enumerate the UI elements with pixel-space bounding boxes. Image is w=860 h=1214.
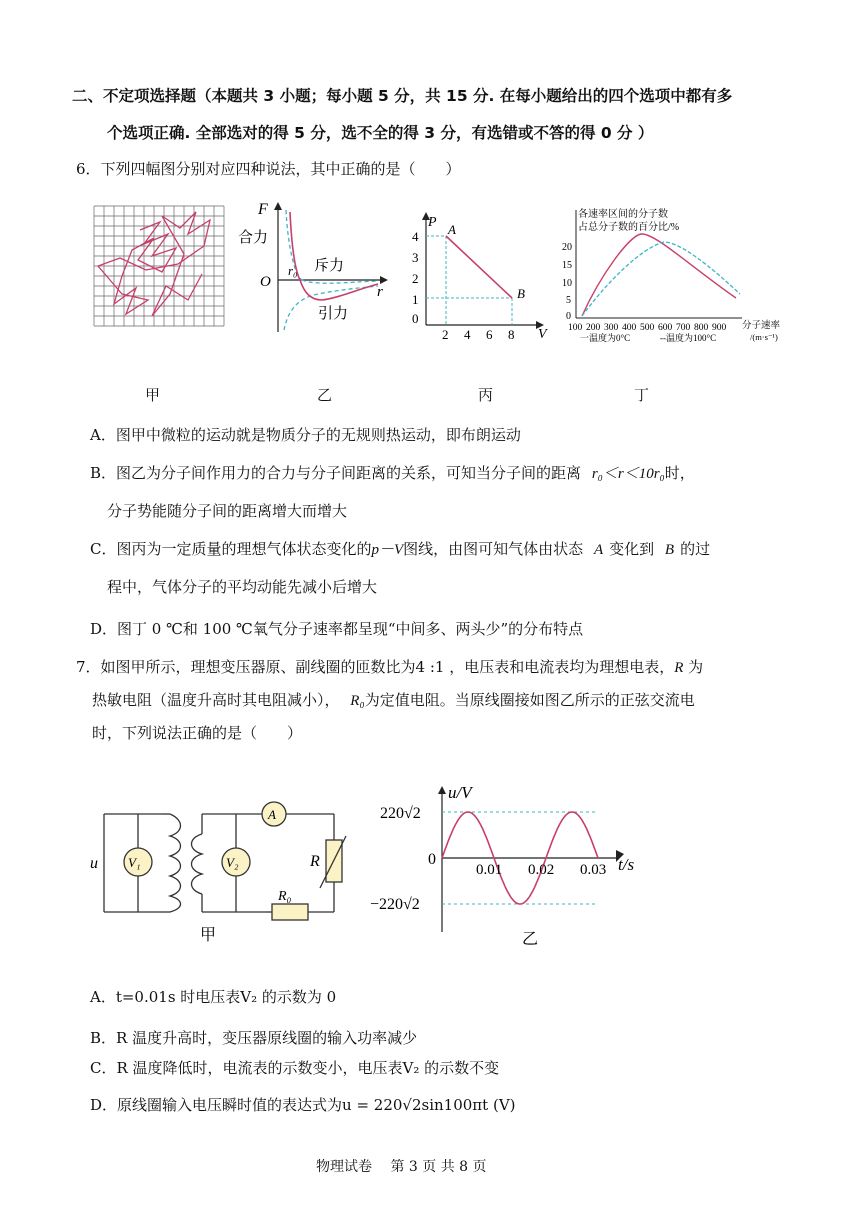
q6-option-c-text1: C．图丙为一定质量的理想气体状态变化的 [90,540,372,558]
section-heading-line1: 二、不定项选择题（本题共 3 小题；每小题 5 分，共 15 分. 在每小题给出的四个选项中都有多 [72,87,733,105]
fig-bing-xtick-6: 6 [486,327,493,340]
q6-stem: 6．下列四幅图分别对应四种说法，其中正确的是（ ） [76,160,461,178]
circuit-label-jia: 甲 [200,927,217,944]
fig-bing-ytick-2: 2 [412,271,419,286]
q7-option-a: A．t=0.01s 时电压表V₂ 的示数为 0 [90,988,337,1006]
fig-ding-xtick-800: 800 [694,323,709,333]
circuit-V2: V₂ [226,855,239,870]
q6-option-c-line2: 程中，气体分子的平均动能先减小后增大 [107,578,378,596]
q7-stem-line2 [92,689,695,710]
q6-option-b-end: 时， [664,464,695,482]
fig-bing-ytick-4: 4 [412,229,419,244]
sine-label-yi: 乙 [522,931,539,948]
fig-bing-xtick-8: 8 [508,327,515,340]
fig-ding-ytick-5: 5 [566,295,571,306]
q6-option-b-math: r₀＜r＜10r₀ [591,466,665,482]
q7-stem-R: R [674,660,684,676]
fig-label-ding: 丁 [634,386,650,404]
sine-xlabel: t/s [618,855,635,874]
q7-stem-text4: 为定值电阻。当原线圈接如图乙所示的正弦交流电 [364,691,695,709]
q6-option-b-line2: 分子势能随分子间的距离增大而增大 [107,502,348,520]
fig-bing-P: P [428,215,437,230]
circuit-R0: R₀ [278,889,292,904]
fig-bing-ytick-0: 0 [412,311,419,326]
sine-ymax: 220√2 [380,805,421,822]
q7-stem-text1: 7．如图甲所示，理想变压器原、副线圈的匝数比为4 :1 ，电压表和电流表均为理想电表， [76,658,675,676]
q6-figure-yi [238,200,388,336]
fig-bing-xtick-2: 2 [442,327,449,340]
fig-ding-xtick-200: 200 [586,323,601,333]
fig-label-bing: 丙 [478,386,494,404]
q6-figure-jia [92,204,232,328]
fig-ding-xtick-700: 700 [676,323,691,333]
q7-stem-text2: 为 [683,658,704,676]
circuit-ammeter: A [268,807,276,822]
sine-xtick-2: 0.02 [528,862,555,878]
fig-ding-xtick-900: 900 [712,323,727,333]
q7-option-c: C．R 温度降低时，电流表的示数变小，电压表V₂ 的示数不变 [90,1059,500,1077]
q7-option-b: B．R 温度升高时，变压器原线圈的输入功率减少 [90,1029,418,1047]
sine-zero: 0 [428,851,436,868]
fig-ding-xtick-100: 100 [568,323,583,333]
q7-option-d: D．原线圈输入电压瞬时值的表达式为u = 220√2sin100πt (V) [90,1096,516,1114]
fig-ding-xtick-400: 400 [622,323,637,333]
circuit-u: u [90,855,98,872]
fig-ding-title1: 各速率区间的分子数 [578,209,668,220]
circuit-R: R [310,853,320,870]
fig-bing-V: V [538,327,547,340]
q6-option-c-line1 [90,538,710,559]
fig-yi-r0: r₀ [288,263,298,278]
section-heading-line2: 个选项正确. 全部选对的得 5 分，选不全的得 3 分，有选错或不答的得 0 分 ） [107,124,654,142]
fig-ding-ytick-20: 20 [562,242,572,253]
circuit-V1: V₁ [128,855,141,870]
fig-ding-xtick-600: 600 [658,323,673,333]
q7-stem-R0: R₀ [350,693,365,709]
sine-ymin: −220√2 [370,896,420,913]
fig-label-yi: 乙 [317,386,333,404]
fig-ding-ytick-0: 0 [566,311,571,322]
fig-ding-legend2: --温度为100°C [660,333,717,343]
sine-xtick-1: 0.01 [476,862,503,878]
q6-option-c-stateA: A [593,542,604,558]
q6-figure-bing [398,210,558,340]
fig-bing-ytick-3: 3 [412,250,419,265]
q6-option-c-math: p－V [371,542,404,558]
page-footer: 物理试卷 第 3 页 共 8 页 [316,1159,487,1175]
fig-ding-title2: 占总分子数的百分比/% [578,222,680,233]
fig-ding-xlabel2: /(m·s⁻¹) [750,332,778,342]
sine-xtick-3: 0.03 [580,862,607,878]
fig-ding-ytick-10: 10 [562,278,572,289]
fig-label-jia: 甲 [145,386,161,404]
q6-option-d: D．图丁 0 ℃和 100 ℃氧气分子速率都呈现“中间多、两头少”的分布特点 [90,620,584,638]
q7-figure-circuit [90,796,360,946]
fig-yi-chili: 斥力 [314,258,345,274]
fig-yi-F: F [258,201,268,218]
fig-yi-r: r [377,284,383,300]
q6-option-c-stateB: B [664,542,675,558]
q6-option-b-line1 [90,462,695,483]
fig-ding-legend1: 一温度为0°C [580,333,631,343]
fig-ding-xlabel1: 分子速率 [742,321,781,331]
fig-bing-A: A [448,222,456,237]
q7-stem-text3: 热敏电阻（温度升高时其电阻减小）， [92,691,340,709]
q7-stem-line1 [76,656,703,677]
q6-option-a: A．图甲中微粒的运动就是物质分子的无规则热运动，即布朗运动 [90,426,521,444]
q6-figure-ding [560,206,792,346]
fig-bing-xtick-4: 4 [464,327,471,340]
q7-figure-sine [368,782,668,950]
fig-yi-yinli: 引力 [318,306,349,322]
fig-ding-xtick-300: 300 [604,323,619,333]
fig-yi-O: O [260,274,271,290]
q6-option-b-text: B．图乙为分子间作用力的合力与分子间距离的关系，可知当分子间的距离 [90,464,582,482]
q7-stem-line3: 时，下列说法正确的是（ ） [92,724,303,742]
q6-option-c-text3: 变化到 [609,540,655,558]
sine-ylabel: u/V [448,783,472,802]
q6-option-c-text2: 图线，由图可知气体由状态 [403,540,584,558]
fig-ding-ytick-15: 15 [562,260,572,271]
fig-yi-hele: 合力 [238,230,269,246]
fig-bing-ytick-1: 1 [412,292,419,307]
fig-bing-B: B [517,286,525,301]
fig-ding-xtick-500: 500 [640,323,655,333]
q6-option-c-text4: 的过 [680,540,711,558]
